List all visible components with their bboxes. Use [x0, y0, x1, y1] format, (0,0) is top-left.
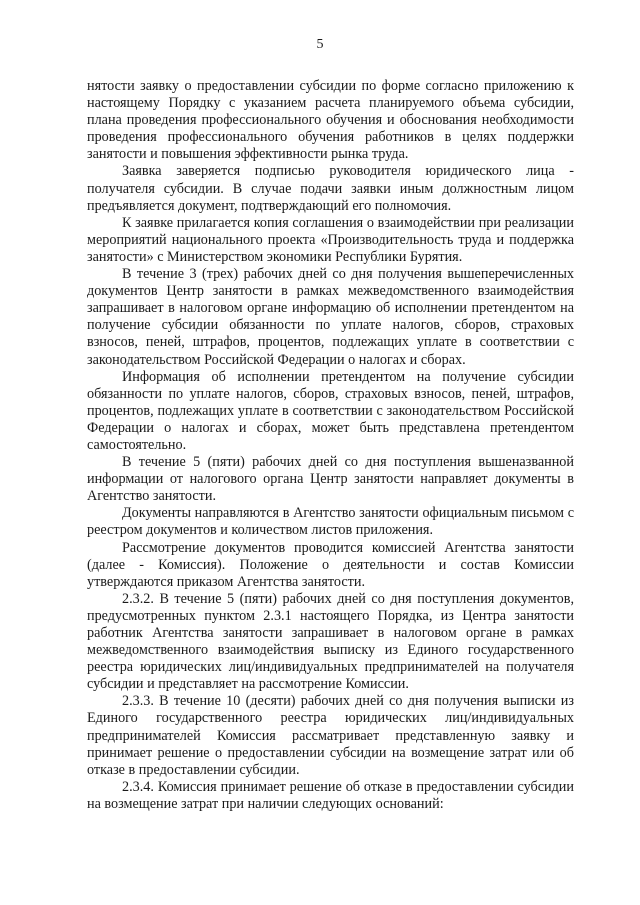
paragraph-tax-info: Информация об исполнении претендентом на получение субсидии обязанности по уплате налогов, сборов, страховых взносов, пеней, штрафов, процентов, подлежащих уплате в соответствии с законодательством Российской Федерации о налогах и сборах, может быть представлена претендентом самостоятельно. — [87, 368, 574, 453]
paragraph-2-3-2: 2.3.2. В течение 5 (пяти) рабочих дней со дня поступления документов, предусмотренных пунктом 2.3.1 настоящего Порядка, из Центра занятости работник Агентства занятости запрашивает в налоговом органе в рамках межведомственного взаимодействия выписку из Единого государственного реестра юридических лиц/индивидуальных предпринимателей на получателя субсидии и представляет на рассмотрение Комиссии. — [87, 590, 574, 693]
paragraph-2-3-3: 2.3.3. В течение 10 (десяти) рабочих дней со дня получения выписки из Единого государственного реестра юридических лиц/индивидуальных предпринимателей Комиссия рассматривает представленную заявку и принимает решение о предоставлении субсидии на возмещение затрат или об отказе в предоставлении субсидии. — [87, 693, 574, 778]
paragraph-continuation: нятости заявку о предоставлении субсидии по форме согласно приложению к настоящему Порядку с указанием расчета планируемого объема субсидии, плана проведения профессионального обучения и обоснования необходимости проведения профессионального обучения работников в целях поддержки занятости и повышения эффективности рынка труда. — [87, 78, 574, 163]
paragraph-commission: Рассмотрение документов проводится комиссией Агентства занятости (далее - Комиссия). Положение о деятельности и состав Комиссии утверждаются приказом Агентства занятости. — [87, 539, 574, 590]
page-number: 5 — [316, 37, 324, 52]
document-body — [87, 78, 574, 813]
paragraph-official-letter: Документы направляются в Агентство занятости официальным письмом с реестром документов и количеством листов приложения. — [87, 505, 574, 539]
paragraph-forwarding: В течение 5 (пяти) рабочих дней со дня поступления вышеназванной информации от налогового органа Центр занятости направляет документы в Агентство занятости. — [87, 454, 574, 505]
paragraph-signature: Заявка заверяется подписью руководителя юридического лица - получателя субсидии. В случае подачи заявки иным должностным лицом предъявляется документ, подтверждающий его полномочия. — [87, 163, 574, 214]
paragraph-tax-request: В течение 3 (трех) рабочих дней со дня получения вышеперечисленных документов Центр занятости в рамках межведомственного взаимодействия запрашивает в налоговом органе информацию об исполнении претендентом на получение субсидии обязанности по уплате налогов, сборов, страховых взносов, пеней, штрафов, процентов, подлежащих уплате в соответствии с законодательством Российской Федерации о налогах и сборах. — [87, 266, 574, 368]
paragraph-2-3-4: 2.3.4. Комиссия принимает решение об отказе в предоставлении субсидии на возмещение затрат при наличии следующих оснований: — [87, 778, 574, 812]
paragraph-attachment: К заявке прилагается копия соглашения о взаимодействии при реализации мероприятий национального проекта «Производительность труда и поддержка занятости» с Министерством экономики Республики Бурятия. — [87, 214, 574, 265]
